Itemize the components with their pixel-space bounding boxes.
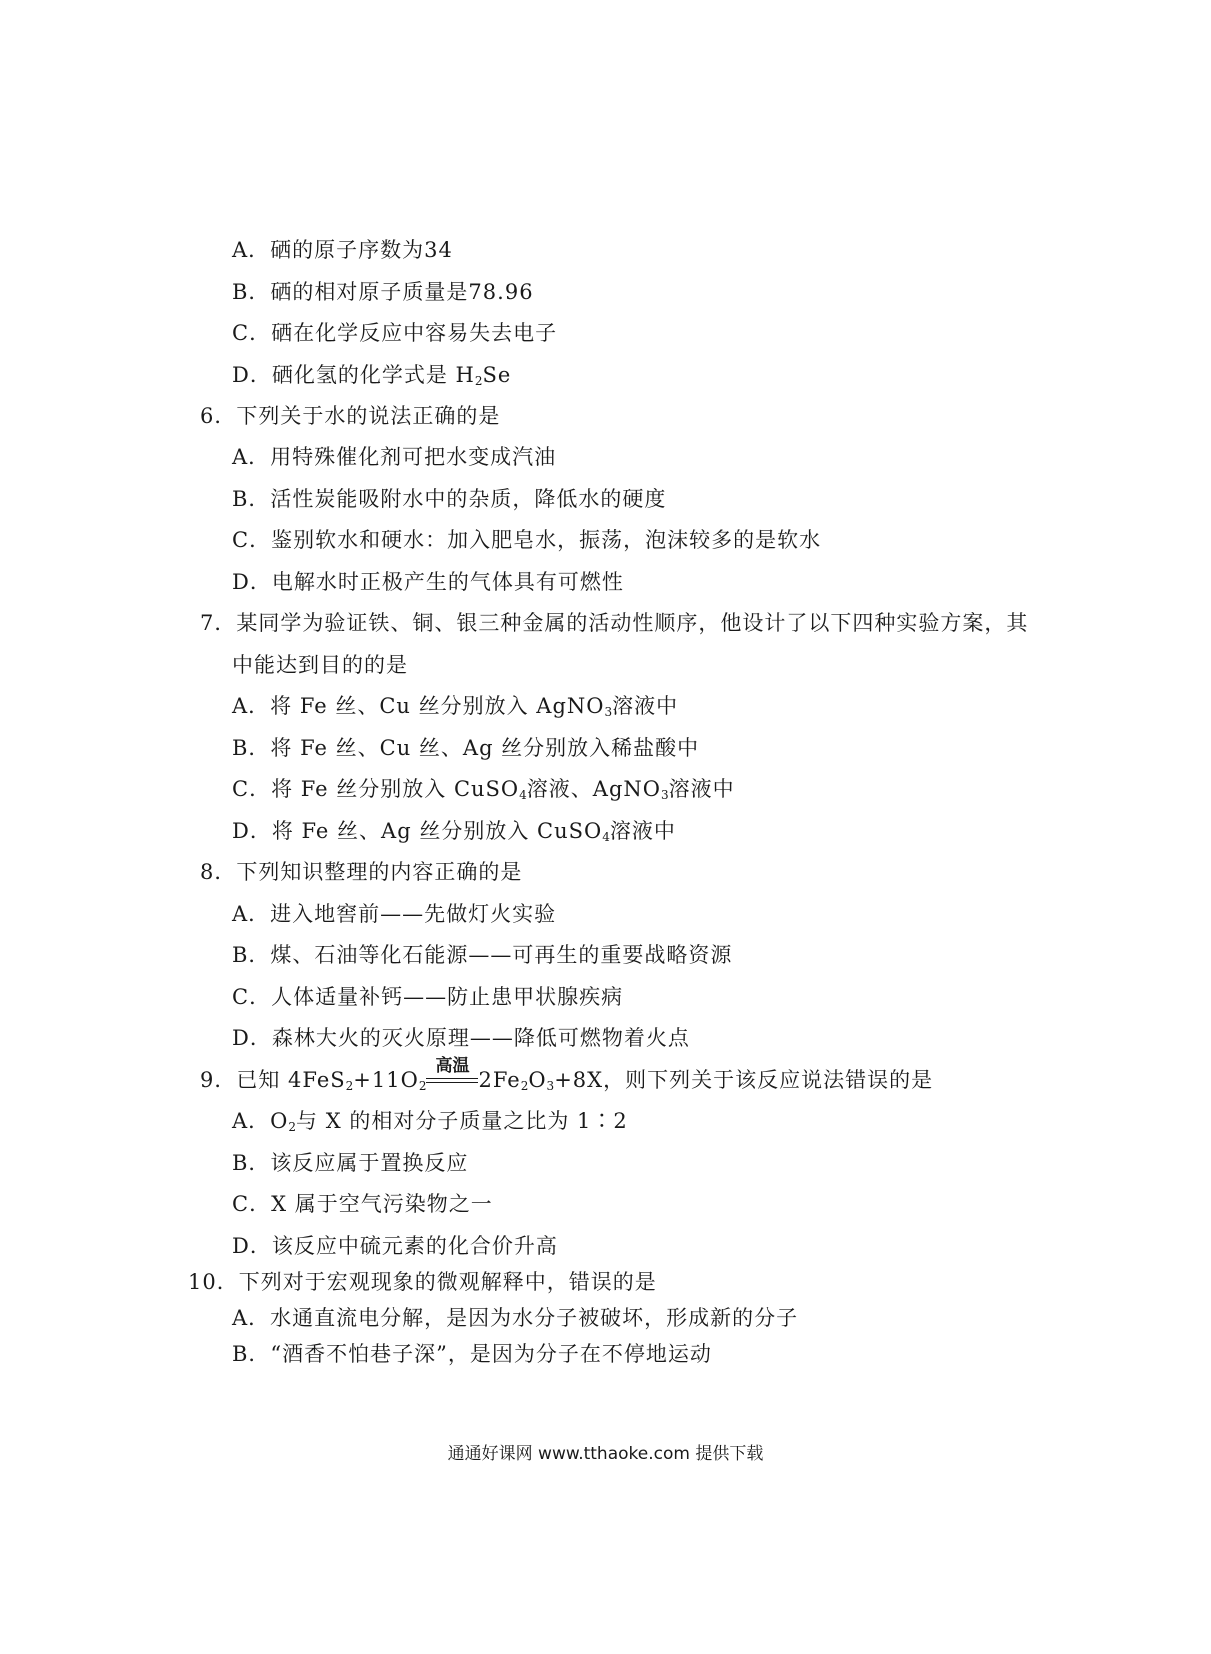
subscript: 4 bbox=[519, 788, 527, 802]
subscript: 3 bbox=[604, 705, 613, 719]
text-run: +8X，则下列关于该反应说法错误的是 bbox=[554, 1068, 934, 1092]
q7-stem-line1: 7．某同学为验证铁、铜、银三种金属的活动性顺序，他设计了以下四种实验方案，其 bbox=[200, 611, 1029, 635]
subscript: 2 bbox=[474, 374, 483, 388]
condition-label: 高温 bbox=[435, 1056, 470, 1076]
q6-stem: 6．下列关于水的说法正确的是 bbox=[200, 404, 501, 428]
subscript: 2 bbox=[345, 1079, 354, 1093]
q7-stem-line2: 中能达到目的的是 bbox=[232, 653, 408, 677]
text-run: A．将 Fe 丝、Cu 丝分别放入 AgNO bbox=[232, 694, 605, 718]
q9-option-a bbox=[232, 1107, 628, 1141]
q7-option-a bbox=[232, 692, 678, 726]
q8-stem: 8．下列知识整理的内容正确的是 bbox=[200, 860, 523, 884]
subscript: 2 bbox=[520, 1079, 529, 1093]
q6-option-a: A．用特殊催化剂可把水变成汽油 bbox=[232, 445, 557, 469]
text-run: A．O bbox=[232, 1109, 289, 1133]
subscript: 3 bbox=[546, 1079, 555, 1093]
footer-watermark: 通通好课网 www.tthaoke.com 提供下载 bbox=[447, 1444, 764, 1464]
q6-option-d: D．电解水时正极产生的气体具有可燃性 bbox=[232, 570, 624, 594]
text-run: 2Fe bbox=[478, 1068, 521, 1092]
q8-option-b: B．煤、石油等化石能源——可再生的重要战略资源 bbox=[232, 943, 733, 967]
subscript: 2 bbox=[288, 1120, 297, 1134]
q9-option-b: B．该反应属于置换反应 bbox=[232, 1151, 469, 1175]
text-run: 与 X 的相对分子质量之比为 1∶2 bbox=[296, 1109, 628, 1133]
q10-option-b: B．“酒香不怕巷子深”，是因为分子在不停地运动 bbox=[232, 1342, 712, 1366]
q8-option-c: C．人体适量补钙——防止患甲状腺疾病 bbox=[232, 985, 624, 1009]
q5-option-d bbox=[232, 361, 511, 395]
q6-option-b: B．活性炭能吸附水中的杂质，降低水的硬度 bbox=[232, 487, 667, 511]
q5-option-b: B．硒的相对原子质量是78.96 bbox=[232, 280, 534, 304]
text-run: 溶液、AgNO bbox=[526, 777, 661, 801]
text-run: 溶液中 bbox=[609, 819, 676, 843]
text-run: O bbox=[528, 1068, 547, 1092]
q5-option-c: C．硒在化学反应中容易失去电子 bbox=[232, 321, 558, 345]
q8-option-a: A．进入地窖前——先做灯火实验 bbox=[232, 902, 557, 926]
q7-option-c bbox=[232, 775, 735, 809]
q7-option-b: B．将 Fe 丝、Cu 丝、Ag 丝分别放入稀盐酸中 bbox=[232, 736, 700, 760]
subscript: 3 bbox=[660, 788, 669, 802]
q9-option-c: C．X 属于空气污染物之一 bbox=[232, 1192, 493, 1216]
q8-option-d: D．森林大火的灭火原理——降低可燃物着火点 bbox=[232, 1026, 690, 1050]
text-run: C．将 Fe 丝分别放入 CuSO bbox=[232, 777, 520, 801]
equals-bar-bottom bbox=[426, 1082, 478, 1083]
equals-bar-top bbox=[426, 1078, 478, 1079]
q7-option-d bbox=[232, 817, 676, 851]
q5-option-a: A．硒的原子序数为34 bbox=[232, 238, 453, 262]
text-run: 溶液中 bbox=[668, 777, 735, 801]
text-run: +11O bbox=[353, 1068, 419, 1092]
q10-stem: 10．下列对于宏观现象的微观解释中，错误的是 bbox=[188, 1270, 657, 1294]
subscript: 2 bbox=[418, 1079, 427, 1093]
reaction-condition bbox=[426, 1056, 478, 1094]
text-run: D．将 Fe 丝、Ag 丝分别放入 CuSO bbox=[232, 819, 603, 843]
subscript: 4 bbox=[602, 830, 610, 844]
q9-option-d: D．该反应中硫元素的化合价升高 bbox=[232, 1234, 558, 1258]
text-run: 溶液中 bbox=[612, 694, 679, 718]
text-run: D．硒化氢的化学式是 H bbox=[232, 363, 475, 387]
q9-stem bbox=[200, 1056, 934, 1100]
q6-option-c: C．鉴别软水和硬水：加入肥皂水，振荡，泡沫较多的是软水 bbox=[232, 528, 822, 552]
q10-option-a: A．水通直流电分解，是因为水分子被破坏，形成新的分子 bbox=[232, 1306, 799, 1330]
text-run: Se bbox=[482, 363, 512, 387]
text-run: 9．已知 4FeS bbox=[200, 1068, 346, 1092]
